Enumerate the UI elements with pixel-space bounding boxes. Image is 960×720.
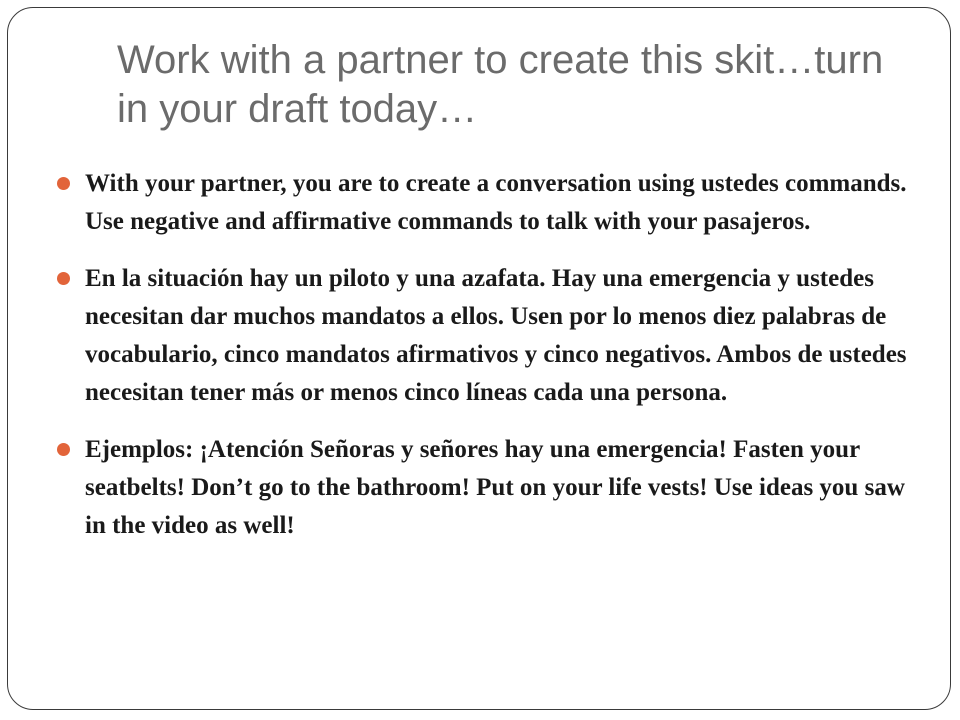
bullet-item <box>57 431 917 545</box>
bullet-text: Ejemplos: ¡Atención Señoras y señores hay una emergencia! Fasten your seatbelts! Don’t go to the bathroom! Put on your life vests! Use ideas you saw in the video as well! <box>85 436 905 539</box>
bullet-dot-icon <box>57 177 70 190</box>
bullet-list <box>57 165 917 564</box>
bullet-item <box>57 165 917 241</box>
bullet-text: With your partner, you are to create a conversation using ustedes commands. Use negative and affirmative commands to talk with your pasajeros. <box>85 170 907 235</box>
bullet-dot-icon <box>57 272 70 285</box>
bullet-text: En la situación hay un piloto y una azafata. Hay una emergencia y ustedes necesitan dar muchos mandatos a ellos. Usen por lo menos diez palabras de vocabulario, cinco mandatos afirmativos y cinco negativos. Ambos de ustedes necesitan tener más or menos cinco líneas cada una persona. <box>85 265 907 406</box>
slide-frame <box>7 7 951 710</box>
slide-title: Work with a partner to create this skit…turn in your draft today… <box>117 38 884 131</box>
bullet-item <box>57 260 917 412</box>
bullet-dot-icon <box>57 443 70 456</box>
